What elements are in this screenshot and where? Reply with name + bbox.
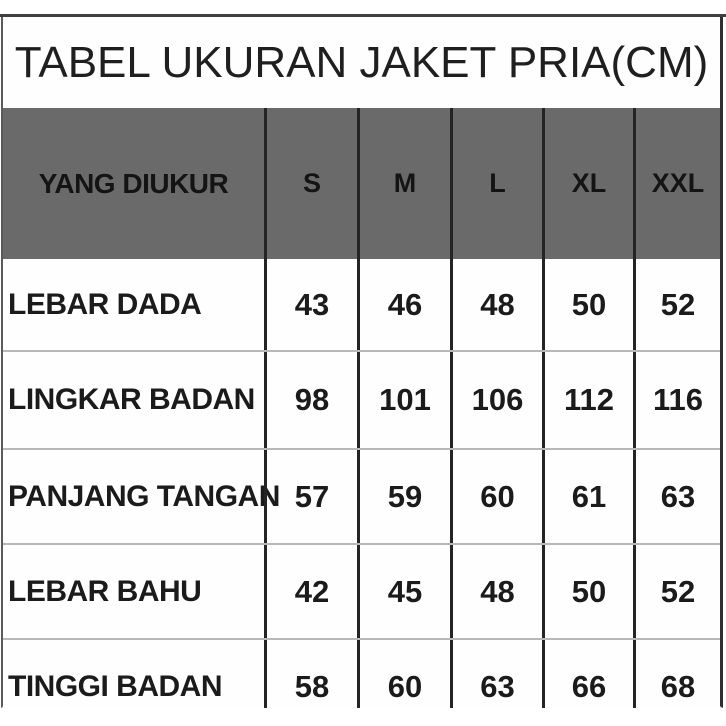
cell-value: 50 bbox=[542, 545, 633, 638]
row-label: TINGGI BADAN bbox=[8, 670, 222, 703]
header-size-xxl: XXL bbox=[633, 108, 720, 259]
cell-value: 63 bbox=[633, 450, 720, 543]
table-row bbox=[3, 543, 720, 638]
table-row bbox=[3, 638, 720, 708]
header-measure-label: YANG DIUKUR bbox=[3, 108, 264, 259]
cell-value: 68 bbox=[633, 640, 720, 708]
row-label: LEBAR DADA bbox=[8, 287, 202, 321]
cell-value: 59 bbox=[357, 450, 450, 543]
table-row bbox=[3, 350, 720, 448]
cell-value: 52 bbox=[633, 545, 720, 638]
cell-value: 48 bbox=[450, 259, 542, 350]
row-label: LINGKAR BADAN bbox=[8, 383, 255, 416]
cell-value: 63 bbox=[450, 640, 542, 708]
cell-value: 98 bbox=[264, 352, 357, 448]
cell-value: 60 bbox=[357, 640, 450, 708]
row-label: LEBAR BAHU bbox=[8, 574, 202, 608]
cell-value: 50 bbox=[542, 259, 633, 350]
cell-value: 43 bbox=[264, 259, 357, 350]
cell-value: 52 bbox=[633, 259, 720, 350]
header-size-m: M bbox=[357, 108, 450, 259]
table-row bbox=[3, 259, 720, 350]
row-label: PANJANG TANGAN bbox=[8, 479, 280, 513]
cell-value: 46 bbox=[357, 259, 450, 350]
table-header-row bbox=[3, 108, 720, 259]
cell-value: 112 bbox=[542, 352, 633, 448]
cell-value: 116 bbox=[633, 352, 720, 448]
cell-value: 66 bbox=[542, 640, 633, 708]
cell-value: 58 bbox=[264, 640, 357, 708]
cell-value: 42 bbox=[264, 545, 357, 638]
header-size-xl: XL bbox=[542, 108, 633, 259]
header-size-l: L bbox=[450, 108, 542, 259]
cell-value: 57 bbox=[264, 450, 357, 543]
page-title: TABEL UKURAN JAKET PRIA(CM) bbox=[14, 37, 709, 87]
title-band bbox=[3, 17, 720, 108]
table-row bbox=[3, 448, 720, 543]
header-size-s: S bbox=[264, 108, 357, 259]
cell-value: 60 bbox=[450, 450, 542, 543]
cell-value: 61 bbox=[542, 450, 633, 543]
cell-value: 106 bbox=[450, 352, 542, 448]
cell-value: 101 bbox=[357, 352, 450, 448]
cell-value: 48 bbox=[450, 545, 542, 638]
cell-value: 45 bbox=[357, 545, 450, 638]
size-chart-table bbox=[1, 17, 723, 708]
